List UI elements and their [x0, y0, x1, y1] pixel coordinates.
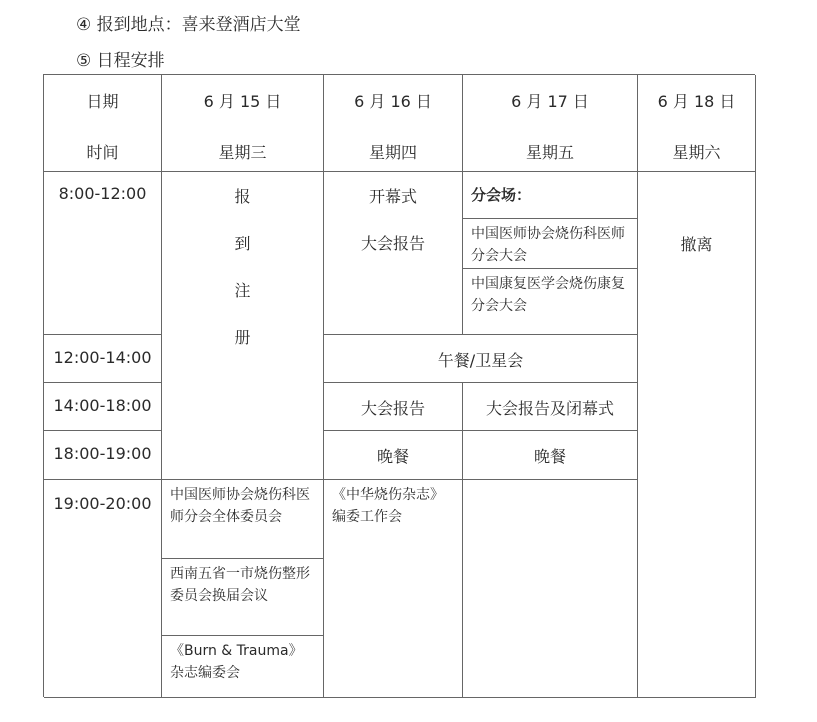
subvenue-label: 分会场：	[471, 186, 532, 204]
session-name: 中国康复医学会烧伤康复分会大会	[471, 276, 625, 314]
lunch-label: 午餐/卫星会	[437, 351, 524, 370]
time-slot-morning	[44, 172, 162, 335]
jun15-evening-meeting-2	[162, 559, 324, 636]
header-jun16-date: 6 月 16 日	[354, 92, 432, 111]
jun15-registration	[162, 172, 324, 480]
meeting-name: 《中华烧伤杂志》编委工作会	[332, 487, 444, 525]
jun17-subvenue-heading	[463, 172, 638, 219]
time-slot-evening	[44, 480, 162, 698]
registration-char: 册	[234, 328, 251, 347]
jun17-evening-empty	[463, 480, 638, 698]
closing-session: 大会报告及闭幕式	[485, 399, 614, 418]
departure-label: 撤离	[680, 235, 713, 254]
time-label: 19:00-20:00	[53, 494, 152, 513]
time-slot-afternoon	[44, 383, 162, 431]
time-label: 8:00-12:00	[58, 184, 147, 203]
registration-char: 报	[234, 187, 251, 206]
dinner-label: 晚餐	[376, 447, 409, 466]
meeting-name: 《Burn & Trauma》杂志编委会	[170, 643, 303, 681]
jun17-afternoon	[463, 383, 638, 431]
plenary-report: 大会报告	[360, 234, 425, 253]
header-jun18	[638, 75, 756, 172]
jun16-afternoon	[324, 383, 463, 431]
jun15-evening-meeting-1	[162, 480, 324, 559]
time-slot-noon	[44, 335, 162, 383]
header-jun17	[463, 75, 638, 172]
lunch-satellite	[324, 335, 638, 383]
jun16-evening	[324, 480, 463, 698]
header-jun15-weekday: 星期三	[218, 143, 267, 162]
header-date-time	[44, 75, 162, 172]
header-jun16	[324, 75, 463, 172]
session-name: 中国医师协会烧伤科医师分会大会	[471, 226, 625, 264]
header-jun18-weekday: 星期六	[672, 143, 721, 162]
jun18-departure	[638, 172, 756, 698]
opening-ceremony: 开幕式	[368, 187, 417, 206]
schedule-heading: ⑤ 日程安排	[76, 51, 165, 71]
header-jun16-weekday: 星期四	[368, 143, 417, 162]
jun16-dinner	[324, 431, 463, 480]
header-jun18-date: 6 月 18 日	[657, 92, 736, 111]
header-time-label: 时间	[86, 143, 119, 162]
dinner-label: 晚餐	[533, 447, 566, 466]
jun17-session-2	[463, 269, 638, 335]
header-jun17-weekday: 星期五	[525, 143, 574, 162]
header-jun17-date: 6 月 17 日	[511, 92, 589, 111]
time-label: 12:00-14:00	[53, 348, 152, 367]
time-label: 18:00-19:00	[53, 444, 152, 463]
header-jun15-date: 6 月 15 日	[203, 92, 282, 111]
header-jun15	[162, 75, 324, 172]
registration-char: 注	[234, 281, 251, 300]
schedule-table	[43, 74, 755, 697]
header-date-label: 日期	[86, 92, 119, 111]
meeting-name: 中国医师协会烧伤科医师分会全体委员会	[170, 487, 310, 525]
plenary-report: 大会报告	[360, 399, 425, 418]
jun17-session-1	[463, 219, 638, 269]
time-label: 14:00-18:00	[53, 396, 152, 415]
registration-location: ④ 报到地点：喜来登酒店大堂	[76, 15, 301, 35]
jun15-evening-meeting-3	[162, 636, 324, 698]
time-slot-dinner	[44, 431, 162, 480]
jun17-dinner	[463, 431, 638, 480]
meeting-name: 西南五省一市烧伤整形委员会换届会议	[170, 566, 310, 604]
registration-char: 到	[234, 234, 251, 253]
jun16-morning	[324, 172, 463, 335]
